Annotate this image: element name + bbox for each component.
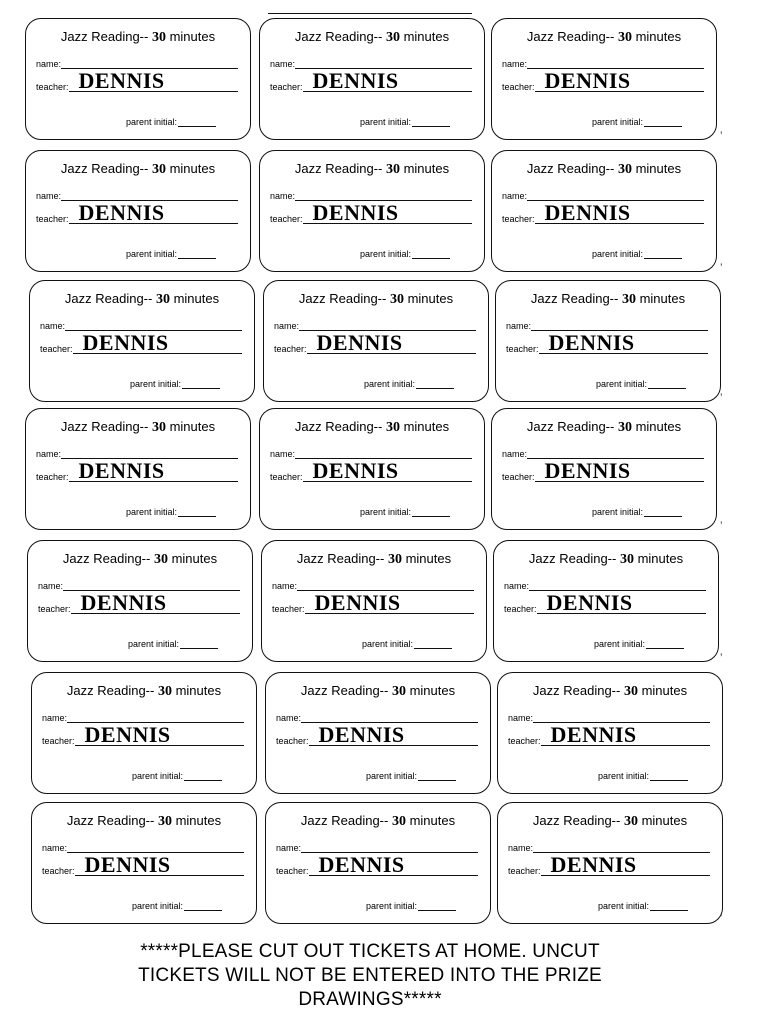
ticket-title-unit: minutes (165, 161, 216, 176)
ticket-title-unit: minutes (637, 683, 688, 698)
reading-ticket-r1-c2 (259, 18, 485, 140)
ticket-title (498, 683, 722, 700)
teacher-field-line (309, 722, 478, 747)
ticket-title (492, 419, 716, 436)
ticket-title (494, 551, 718, 568)
parent-initial-blank (648, 379, 686, 389)
ticket-title-prefix: Jazz Reading-- (528, 551, 620, 566)
ticket-title (260, 161, 484, 178)
name-label: name: (276, 843, 302, 853)
parent-initial-label: parent initial: (359, 117, 411, 127)
reading-ticket-r5-c1 (27, 540, 253, 662)
ticket-title-minutes: 30 (617, 162, 632, 177)
teacher-field-line (69, 68, 238, 93)
teacher-label: teacher: (276, 736, 309, 746)
reading-ticket-r4-c3 (491, 408, 717, 530)
parent-initial-label: parent initial: (591, 507, 643, 517)
name-label: name: (36, 191, 62, 201)
parent-initial-label: parent initial: (125, 249, 177, 259)
ticket-title-unit: minutes (399, 161, 450, 176)
ticket-title (26, 419, 250, 436)
ticket-title-minutes: 30 (619, 552, 634, 567)
ticket-title-minutes: 30 (623, 684, 638, 699)
parent-initial (132, 771, 222, 781)
parent-initial (132, 901, 222, 911)
cut-out-notice (60, 940, 680, 1012)
parent-initial-blank (178, 249, 216, 259)
teacher-field-line (535, 68, 704, 93)
parent-initial (366, 901, 456, 911)
reading-ticket-r6-c1 (31, 672, 257, 794)
ticket-title-unit: minutes (169, 291, 220, 306)
ticket-title (264, 291, 488, 308)
ticket-title-prefix: Jazz Reading-- (298, 291, 390, 306)
parent-initial (592, 507, 682, 517)
name-label: name: (42, 713, 68, 723)
parent-initial-label: parent initial: (129, 379, 181, 389)
ticket-title-prefix: Jazz Reading-- (526, 419, 618, 434)
parent-initial (126, 117, 216, 127)
parent-initial-blank (418, 901, 456, 911)
teacher-name: DENNIS (544, 68, 631, 93)
ticket-title-prefix: Jazz Reading-- (532, 813, 624, 828)
reading-ticket-r6-c2 (265, 672, 491, 794)
ticket-title-minutes: 30 (621, 292, 636, 307)
teacher-label: teacher: (502, 82, 535, 92)
parent-initial-blank (646, 639, 684, 649)
ticket-title (260, 29, 484, 46)
ticket-title-minutes: 30 (391, 684, 406, 699)
teacher-row (36, 458, 238, 483)
cut-out-notice-line-1: *****PLEASE CUT OUT TICKETS AT HOME. UNCUT (140, 941, 600, 962)
ticket-title-minutes: 30 (385, 420, 400, 435)
ticket-title-unit: minutes (633, 551, 684, 566)
ticket-title-unit: minutes (637, 813, 688, 828)
teacher-row (276, 852, 478, 877)
teacher-row (276, 722, 478, 747)
parent-initial-label: parent initial: (131, 771, 183, 781)
ticket-title-prefix: Jazz Reading-- (60, 29, 152, 44)
parent-initial (126, 249, 216, 259)
teacher-row (270, 458, 472, 483)
ticket-title (496, 291, 720, 308)
parent-initial-blank (178, 117, 216, 127)
cut-edge-mark: ’ (720, 392, 723, 404)
ticket-title (492, 29, 716, 46)
teacher-name: DENNIS (548, 330, 635, 355)
teacher-label: teacher: (276, 866, 309, 876)
name-label: name: (502, 449, 528, 459)
ticket-title-minutes: 30 (617, 30, 632, 45)
parent-initial (360, 507, 450, 517)
ticket-title-unit: minutes (631, 161, 682, 176)
ticket-title (28, 551, 252, 568)
parent-initial-label: parent initial: (591, 249, 643, 259)
teacher-name: DENNIS (312, 200, 399, 225)
name-label: name: (272, 581, 298, 591)
parent-initial-label: parent initial: (597, 901, 649, 911)
parent-initial-blank (180, 639, 218, 649)
ticket-title-minutes: 30 (385, 30, 400, 45)
ticket-title-prefix: Jazz Reading-- (66, 683, 158, 698)
reading-ticket-r7-c1 (31, 802, 257, 924)
teacher-field-line (303, 458, 472, 483)
ticket-title-prefix: Jazz Reading-- (294, 419, 386, 434)
name-label: name: (36, 449, 62, 459)
ticket-title-prefix: Jazz Reading-- (526, 29, 618, 44)
teacher-row (274, 330, 476, 355)
teacher-label: teacher: (502, 214, 535, 224)
reading-ticket-r5-c2 (261, 540, 487, 662)
ticket-title-unit: minutes (405, 813, 456, 828)
teacher-label: teacher: (508, 866, 541, 876)
cut-out-notice-line-2: TICKETS WILL NOT BE ENTERED INTO THE PRIZE (138, 965, 602, 986)
ticket-title-prefix: Jazz Reading-- (64, 291, 156, 306)
name-label: name: (270, 191, 296, 201)
ticket-title (266, 813, 490, 830)
teacher-row (270, 68, 472, 93)
teacher-field-line (541, 722, 710, 747)
teacher-name: DENNIS (78, 458, 165, 483)
reading-ticket-r3-c1 (29, 280, 255, 402)
parent-initial-blank (184, 901, 222, 911)
parent-initial-label: parent initial: (359, 507, 411, 517)
cut-edge-mark: ’ (720, 262, 723, 274)
parent-initial (592, 117, 682, 127)
parent-initial-label: parent initial: (125, 507, 177, 517)
ticket-title-unit: minutes (635, 291, 686, 306)
cut-edge-mark: ’ (720, 130, 723, 142)
parent-initial-label: parent initial: (593, 639, 645, 649)
ticket-title-prefix: Jazz Reading-- (60, 161, 152, 176)
parent-initial (128, 639, 218, 649)
parent-initial-blank (416, 379, 454, 389)
ticket-title-unit: minutes (403, 291, 454, 306)
ticket-title-unit: minutes (167, 551, 218, 566)
teacher-name: DENNIS (84, 722, 171, 747)
parent-initial (130, 379, 220, 389)
name-label: name: (42, 843, 68, 853)
teacher-field-line (541, 852, 710, 877)
parent-initial-label: parent initial: (363, 379, 415, 389)
teacher-name: DENNIS (318, 722, 405, 747)
teacher-name: DENNIS (84, 852, 171, 877)
ticket-title (32, 683, 256, 700)
teacher-name: DENNIS (544, 458, 631, 483)
ticket-title-unit: minutes (165, 29, 216, 44)
parent-initial-blank (184, 771, 222, 781)
teacher-row (502, 68, 704, 93)
parent-initial-label: parent initial: (361, 639, 413, 649)
ticket-title-minutes: 30 (151, 30, 166, 45)
parent-initial-blank (644, 117, 682, 127)
reading-ticket-r2-c2 (259, 150, 485, 272)
ticket-title-prefix: Jazz Reading-- (300, 813, 392, 828)
parent-initial (360, 249, 450, 259)
parent-initial-label: parent initial: (359, 249, 411, 259)
ticket-title-minutes: 30 (389, 292, 404, 307)
parent-initial-label: parent initial: (595, 379, 647, 389)
teacher-row (36, 68, 238, 93)
teacher-row (42, 852, 244, 877)
teacher-field-line (305, 590, 474, 615)
teacher-row (506, 330, 708, 355)
parent-initial-label: parent initial: (597, 771, 649, 781)
name-label: name: (276, 713, 302, 723)
parent-initial-blank (412, 507, 450, 517)
parent-initial (360, 117, 450, 127)
cut-edge-mark: ’ (720, 782, 723, 794)
ticket-title (26, 161, 250, 178)
parent-initial-label: parent initial: (591, 117, 643, 127)
teacher-field-line (75, 852, 244, 877)
teacher-name: DENNIS (318, 852, 405, 877)
teacher-row (508, 852, 710, 877)
ticket-title-prefix: Jazz Reading-- (66, 813, 158, 828)
reading-ticket-r2-c1 (25, 150, 251, 272)
name-label: name: (508, 843, 534, 853)
ticket-title-unit: minutes (631, 29, 682, 44)
ticket-title (32, 813, 256, 830)
parent-initial (594, 639, 684, 649)
parent-initial (362, 639, 452, 649)
teacher-row (36, 200, 238, 225)
parent-initial-label: parent initial: (131, 901, 183, 911)
ticket-title-prefix: Jazz Reading-- (296, 551, 388, 566)
teacher-field-line (71, 590, 240, 615)
teacher-label: teacher: (270, 82, 303, 92)
parent-initial-label: parent initial: (125, 117, 177, 127)
teacher-label: teacher: (504, 604, 537, 614)
teacher-name: DENNIS (80, 590, 167, 615)
parent-initial-blank (418, 771, 456, 781)
reading-ticket-r7-c2 (265, 802, 491, 924)
teacher-field-line (539, 330, 708, 355)
ticket-title (260, 419, 484, 436)
ticket-title-prefix: Jazz Reading-- (532, 683, 624, 698)
parent-initial-label: parent initial: (365, 771, 417, 781)
teacher-name: DENNIS (550, 722, 637, 747)
parent-initial-blank (182, 379, 220, 389)
teacher-row (42, 722, 244, 747)
reading-ticket-r6-c3 (497, 672, 723, 794)
teacher-name: DENNIS (316, 330, 403, 355)
name-label: name: (270, 449, 296, 459)
teacher-label: teacher: (270, 214, 303, 224)
teacher-row (508, 722, 710, 747)
name-label: name: (502, 191, 528, 201)
ticket-title-prefix: Jazz Reading-- (526, 161, 618, 176)
teacher-label: teacher: (36, 472, 69, 482)
teacher-name: DENNIS (550, 852, 637, 877)
teacher-field-line (69, 200, 238, 225)
teacher-field-line (69, 458, 238, 483)
ticket-title-minutes: 30 (617, 420, 632, 435)
teacher-field-line (73, 330, 242, 355)
ticket-title-prefix: Jazz Reading-- (60, 419, 152, 434)
teacher-label: teacher: (272, 604, 305, 614)
ticket-title-prefix: Jazz Reading-- (530, 291, 622, 306)
name-label: name: (502, 59, 528, 69)
name-label: name: (506, 321, 532, 331)
ticket-title-prefix: Jazz Reading-- (62, 551, 154, 566)
cut-edge-mark: ’ (720, 652, 723, 664)
teacher-row (504, 590, 706, 615)
ticket-title (30, 291, 254, 308)
ticket-title-minutes: 30 (157, 814, 172, 829)
teacher-name: DENNIS (546, 590, 633, 615)
ticket-title-minutes: 30 (157, 684, 172, 699)
teacher-name: DENNIS (78, 68, 165, 93)
ticket-title (266, 683, 490, 700)
name-label: name: (274, 321, 300, 331)
ticket-title-minutes: 30 (385, 162, 400, 177)
ticket-title-unit: minutes (171, 813, 222, 828)
ticket-title (26, 29, 250, 46)
teacher-field-line (307, 330, 476, 355)
ticket-title (262, 551, 486, 568)
teacher-row (270, 200, 472, 225)
cut-edge-mark: ’ (720, 520, 723, 532)
ticket-title-minutes: 30 (623, 814, 638, 829)
ticket-title-prefix: Jazz Reading-- (300, 683, 392, 698)
name-label: name: (270, 59, 296, 69)
ticket-title-unit: minutes (401, 551, 452, 566)
teacher-row (38, 590, 240, 615)
reading-ticket-r2-c3 (491, 150, 717, 272)
teacher-label: teacher: (508, 736, 541, 746)
reading-ticket-r7-c3 (497, 802, 723, 924)
reading-ticket-r3-c2 (263, 280, 489, 402)
ticket-title-minutes: 30 (155, 292, 170, 307)
ticket-title-unit: minutes (631, 419, 682, 434)
parent-initial (598, 901, 688, 911)
teacher-name: DENNIS (312, 458, 399, 483)
teacher-row (272, 590, 474, 615)
ticket-title (492, 161, 716, 178)
parent-initial (366, 771, 456, 781)
ticket-title-minutes: 30 (153, 552, 168, 567)
teacher-field-line (309, 852, 478, 877)
ticket-title-prefix: Jazz Reading-- (294, 29, 386, 44)
name-label: name: (508, 713, 534, 723)
teacher-label: teacher: (40, 344, 73, 354)
parent-initial-blank (412, 117, 450, 127)
parent-initial (364, 379, 454, 389)
parent-initial-label: parent initial: (365, 901, 417, 911)
teacher-label: teacher: (270, 472, 303, 482)
parent-initial-blank (414, 639, 452, 649)
reading-ticket-r3-c3 (495, 280, 721, 402)
ticket-title-unit: minutes (405, 683, 456, 698)
teacher-field-line (535, 200, 704, 225)
parent-initial (126, 507, 216, 517)
reading-ticket-r4-c1 (25, 408, 251, 530)
teacher-label: teacher: (502, 472, 535, 482)
teacher-label: teacher: (42, 736, 75, 746)
teacher-name: DENNIS (544, 200, 631, 225)
teacher-label: teacher: (36, 82, 69, 92)
cut-out-notice-line-3: DRAWINGS***** (298, 989, 442, 1010)
ticket-title-unit: minutes (171, 683, 222, 698)
ticket-title-unit: minutes (399, 29, 450, 44)
teacher-field-line (303, 68, 472, 93)
parent-initial-blank (412, 249, 450, 259)
teacher-field-line (303, 200, 472, 225)
teacher-field-line (75, 722, 244, 747)
teacher-field-line (535, 458, 704, 483)
ticket-title-minutes: 30 (151, 420, 166, 435)
teacher-row (502, 200, 704, 225)
name-label: name: (38, 581, 64, 591)
reading-ticket-r4-c2 (259, 408, 485, 530)
teacher-name: DENNIS (312, 68, 399, 93)
name-label: name: (40, 321, 66, 331)
teacher-name: DENNIS (78, 200, 165, 225)
teacher-field-line (537, 590, 706, 615)
parent-initial (596, 379, 686, 389)
parent-initial (598, 771, 688, 781)
name-label: name: (36, 59, 62, 69)
ticket-title-minutes: 30 (151, 162, 166, 177)
top-rule (268, 13, 472, 14)
ticket-title-prefix: Jazz Reading-- (294, 161, 386, 176)
parent-initial-blank (650, 771, 688, 781)
parent-initial-blank (644, 507, 682, 517)
reading-ticket-r1-c3 (491, 18, 717, 140)
parent-initial (592, 249, 682, 259)
teacher-row (502, 458, 704, 483)
teacher-name: DENNIS (314, 590, 401, 615)
name-label: name: (504, 581, 530, 591)
teacher-label: teacher: (36, 214, 69, 224)
parent-initial-blank (650, 901, 688, 911)
cut-edge-mark: ’ (720, 912, 723, 924)
teacher-label: teacher: (506, 344, 539, 354)
ticket-title-minutes: 30 (387, 552, 402, 567)
reading-ticket-r1-c1 (25, 18, 251, 140)
teacher-label: teacher: (38, 604, 71, 614)
teacher-row (40, 330, 242, 355)
ticket-title-unit: minutes (399, 419, 450, 434)
parent-initial-blank (178, 507, 216, 517)
parent-initial-label: parent initial: (127, 639, 179, 649)
teacher-label: teacher: (274, 344, 307, 354)
ticket-title (498, 813, 722, 830)
ticket-title-minutes: 30 (391, 814, 406, 829)
teacher-name: DENNIS (82, 330, 169, 355)
parent-initial-blank (644, 249, 682, 259)
teacher-label: teacher: (42, 866, 75, 876)
reading-ticket-r5-c3 (493, 540, 719, 662)
ticket-title-unit: minutes (165, 419, 216, 434)
